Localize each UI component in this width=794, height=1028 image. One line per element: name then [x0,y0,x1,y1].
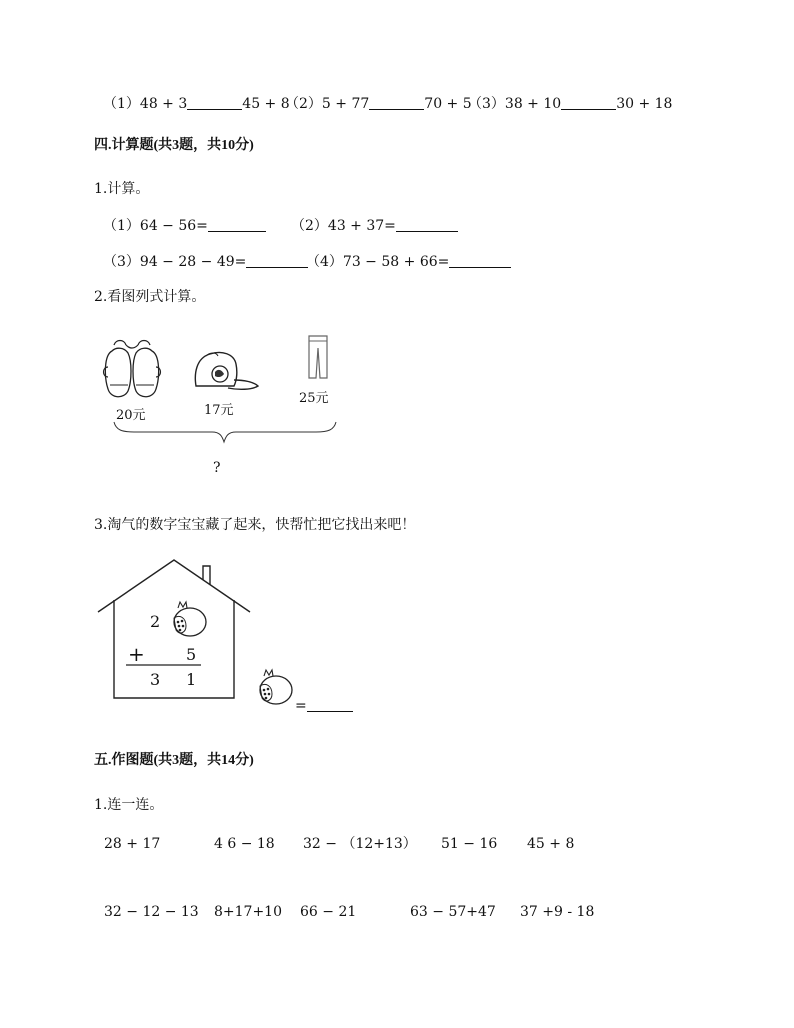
section-4-title: 四.计算题(共3题，共10分) [94,138,254,153]
connect-top-3[interactable]: 32 − （12+13） [303,836,417,852]
answer-blank[interactable] [561,95,616,110]
connect-bottom-3[interactable]: 66 − 21 [300,904,357,920]
compare-right: 30 + 18 [616,96,673,112]
digit-add: 5 [186,645,197,664]
calc-label: （1） [103,218,140,234]
answer-blank[interactable] [246,253,308,268]
calc-expr: 43 + 37= [327,218,396,234]
connect-top-5[interactable]: 45 + 8 [527,836,575,852]
price-cap: 17元 [204,403,234,418]
cap-picture [192,350,260,392]
question-mark: ? [213,460,221,476]
compare-item-1 [103,95,290,113]
total-brace [112,420,338,446]
compare-label: （1） [103,96,140,112]
compare-label: （3） [468,96,505,112]
plus-sign: + [128,642,145,666]
section-5-title: 五.作图题(共3题，共14分) [94,753,254,768]
calc-expr: 94 − 28 − 49= [139,254,247,270]
answer-blank[interactable] [208,217,266,232]
calc-label: （3） [103,254,140,270]
compare-right: 45 + 8 [242,96,290,112]
answer-blank[interactable] [187,95,242,110]
q1-title: 1.计算。 [94,181,150,197]
mittens-picture [102,337,162,403]
calc-item-4 [306,253,511,271]
connect-bottom-2[interactable]: 8+17+10 [214,904,282,920]
digit-sum-tens: 3 [150,670,161,689]
equals-sign: = [295,698,307,714]
q2-title: 2.看图列式计算。 [94,289,206,305]
connect-top-1[interactable]: 28 + 17 [104,836,161,852]
compare-item-3 [468,95,672,113]
calc-label: （4） [306,254,343,270]
compare-left: 48 + 3 [139,96,188,112]
pants-picture [306,334,330,380]
calc-expr: 73 − 58 + 66= [342,254,450,270]
calc-label: （2） [291,218,328,234]
connect-bottom-5[interactable]: 37 +9 - 18 [520,904,595,920]
connect-bottom-4[interactable]: 63 − 57+47 [410,904,496,920]
compare-item-2 [285,95,472,113]
calc-item-2 [291,217,458,235]
pomegranate-icon [170,600,210,640]
q3-title: 3.淘气的数字宝宝藏了起来，快帮忙把它找出来吧！ [94,517,416,533]
q1-connect-title: 1.连一连。 [94,797,164,813]
pomegranate-icon [256,668,296,708]
pomegranate-answer [295,697,353,715]
compare-right: 70 + 5 [424,96,472,112]
compare-left: 5 + 77 [321,96,370,112]
digit-sum-ones: 1 [186,670,197,689]
calc-item-1 [103,217,266,235]
calc-expr: 64 − 56= [139,218,208,234]
price-pants: 25元 [299,391,329,406]
answer-blank[interactable] [369,95,424,110]
answer-blank[interactable] [396,217,458,232]
answer-blank[interactable] [449,253,511,268]
calc-item-3 [103,253,308,271]
answer-blank[interactable] [307,697,353,712]
compare-left: 38 + 10 [504,96,562,112]
price-mittens: 20元 [116,408,146,423]
connect-top-4[interactable]: 51 − 16 [441,836,498,852]
connect-bottom-1[interactable]: 32 − 12 − 13 [104,904,199,920]
compare-label: （2） [285,96,322,112]
digit-top: 2 [150,612,161,631]
connect-top-2[interactable]: 4 6 − 18 [214,836,275,852]
